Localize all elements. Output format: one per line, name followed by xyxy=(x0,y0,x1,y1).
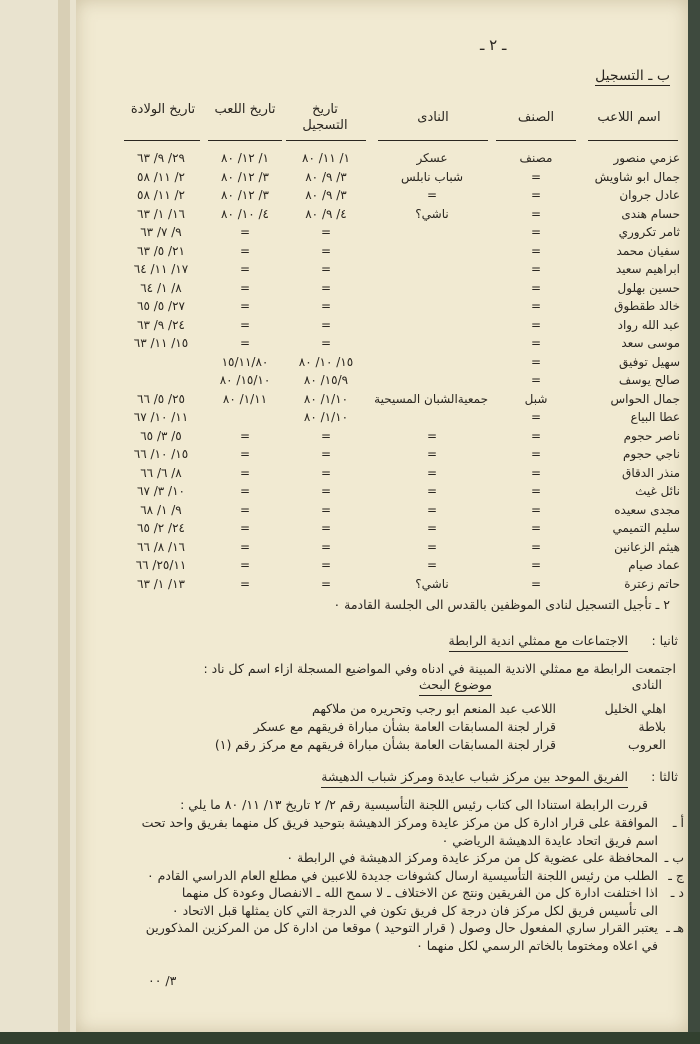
registration-date: ٣/ ٩/ ٨٠ xyxy=(305,188,347,202)
registration-date: ٣/ ٩/ ٨٠ xyxy=(305,169,347,184)
decision-mark: هـ ـ xyxy=(666,920,684,935)
play-date: ١/ ١٢/ ٨٠ xyxy=(221,151,269,165)
player-club xyxy=(376,224,488,241)
registration-date: ١٥/٩/ ٨٠ xyxy=(303,373,349,387)
registration-date: = xyxy=(320,484,332,498)
header-underline xyxy=(496,140,576,141)
table-row xyxy=(76,465,688,483)
player-club: = xyxy=(426,188,438,202)
birth-date: ٢٥/١١/ ٦٦ xyxy=(135,558,187,572)
document-page xyxy=(76,0,688,1032)
birth-date: ١٧/ ١١/ ٦٤ xyxy=(133,262,189,276)
player-category: = xyxy=(530,262,542,276)
page-number: ـ ٢ ـ xyxy=(480,36,507,54)
play-date: = xyxy=(239,484,251,498)
decision-text: في اعلاه ومختوما بالخاتم الرسمي لكل منهما ٠ xyxy=(416,937,658,953)
birth-date: ٨/ ٦/ ٦٦ xyxy=(140,465,182,480)
player-club xyxy=(376,261,488,278)
play-date: = xyxy=(239,262,251,276)
player-club xyxy=(376,335,488,352)
play-date: = xyxy=(239,576,251,591)
section-3-title: الفريق الموحد بين مركز شباب عايدة ومركز شباب الدهيشة xyxy=(321,768,628,788)
player-category: = xyxy=(530,502,542,517)
meeting-club: العروب xyxy=(627,737,666,752)
player-club: = xyxy=(426,521,438,535)
player-category: = xyxy=(530,484,542,498)
player-name: عبد الله رواد xyxy=(617,317,680,332)
play-date: ٣/ ١٢/ ٨٠ xyxy=(221,169,269,184)
header-club: النادى xyxy=(417,110,449,125)
birth-date: ٢٤/ ٩/ ٦٣ xyxy=(137,317,185,332)
player-club xyxy=(376,243,488,260)
player-name: جمال ابو شاويش xyxy=(594,169,680,184)
player-name: ناصر حجوم xyxy=(623,428,680,443)
player-club xyxy=(376,280,488,297)
birth-date: ٩/ ٧/ ٦٣ xyxy=(140,225,182,239)
table-row xyxy=(76,539,688,557)
player-category: = xyxy=(530,576,542,591)
page-edge xyxy=(58,0,70,1032)
birth-date: ٢٥/ ٥/ ٦٦ xyxy=(137,391,185,406)
player-category: شبل xyxy=(524,391,548,406)
birth-date: ١٠/ ٣/ ٦٧ xyxy=(137,484,185,498)
player-club: = xyxy=(426,502,438,517)
player-name: سهيل توفيق xyxy=(618,354,680,369)
player-category: = xyxy=(530,225,542,239)
registration-date: = xyxy=(320,539,332,554)
player-club: = xyxy=(426,447,438,461)
player-club xyxy=(376,409,488,426)
table-row xyxy=(76,372,688,390)
table-row xyxy=(76,169,688,187)
table-row xyxy=(76,206,688,224)
registration-date: = xyxy=(320,502,332,517)
player-club: = xyxy=(426,465,438,480)
birth-date: ٢٧/ ٥/ ٦٥ xyxy=(137,299,185,313)
header-player: اسم اللاعب xyxy=(597,110,661,125)
header-underline xyxy=(286,140,366,141)
play-date: = xyxy=(239,243,251,258)
player-category: = xyxy=(530,206,542,221)
background-bottom xyxy=(0,1032,700,1044)
section-b-title: ب ـ التسجيل xyxy=(595,68,670,84)
table-row xyxy=(76,428,688,446)
decision-mark: ج ـ xyxy=(668,867,684,883)
table-row xyxy=(76,335,688,353)
player-club: شباب نابلس xyxy=(400,169,464,184)
section-2-intro: اجتمعت الرابطة مع ممثلي الاندية المبينة في ادناه وفي المواضيع المسجلة ازاء اسم كل ناد : xyxy=(203,661,676,676)
player-category: = xyxy=(530,188,542,202)
table-row xyxy=(76,354,688,372)
player-name: عزمي منصور xyxy=(613,151,680,165)
header-birth-date: تاريخ الولادة xyxy=(130,102,196,117)
play-date: ١٥/١١/٨٠ xyxy=(221,354,269,369)
registration-date: = xyxy=(320,428,332,443)
player-name: عادل جروان xyxy=(619,188,680,202)
player-name: حسين بهلول xyxy=(617,280,680,295)
registration-date: = xyxy=(320,317,332,332)
table-row xyxy=(76,243,688,261)
player-club xyxy=(376,372,488,389)
registration-date: ١/ ١١/ ٨٠ xyxy=(302,151,350,165)
player-name: حسام هندى xyxy=(621,206,680,221)
player-category: = xyxy=(530,354,542,369)
play-date: = xyxy=(239,502,251,517)
meetings-col-topic: موضوع البحث xyxy=(419,676,492,696)
registration-date: ١/١٠/ ٨٠ xyxy=(303,410,349,424)
player-name: سليم التميمي xyxy=(612,521,680,535)
player-name: هيثم الزعانين xyxy=(614,539,680,554)
registration-date: = xyxy=(320,262,332,276)
birth-date: ٢٩/ ٩/ ٦٣ xyxy=(137,151,185,165)
birth-date: ٢/ ١١/ ٥٨ xyxy=(137,169,185,184)
player-name: نائل غيث xyxy=(635,484,680,498)
play-date: ٣/ ١٢/ ٨٠ xyxy=(221,188,269,202)
birth-date: ١٦/ ١/ ٦٣ xyxy=(137,206,185,221)
play-date: = xyxy=(239,521,251,535)
player-name: موسى سعد xyxy=(621,336,680,350)
table-row xyxy=(76,317,688,335)
player-club: عسكر xyxy=(416,151,448,165)
birth-date: ١٥/ ١٠/ ٦٦ xyxy=(133,447,189,461)
player-category: = xyxy=(530,465,542,480)
birth-date xyxy=(122,354,200,371)
birth-date: ١٥/ ١١/ ٦٣ xyxy=(133,336,189,350)
player-category: = xyxy=(530,243,542,258)
meeting-topic: قرار لجنة المسابقات العامة بشأن مباراة فريقهم مع مركز رقم (١) xyxy=(214,737,556,752)
player-category: = xyxy=(530,558,542,572)
registration-date: = xyxy=(320,576,332,591)
table-row xyxy=(76,483,688,501)
header-underline xyxy=(588,140,678,141)
registration-date: ١٥/ ١٠/ ٨٠ xyxy=(298,354,354,369)
birth-date: ١٣/ ١/ ٦٣ xyxy=(137,576,185,591)
section-3-label: ثالثا : xyxy=(651,769,678,784)
player-name: ناجي حجوم xyxy=(622,447,680,461)
meeting-topic: قرار لجنة المسابقات العامة بشأن مباراة فريقهم مع عسكر xyxy=(253,719,556,734)
header-underline xyxy=(208,140,282,141)
player-category: = xyxy=(530,299,542,313)
table-row xyxy=(76,261,688,279)
play-date: = xyxy=(239,447,251,461)
player-category: = xyxy=(530,410,542,424)
player-club: ناشي؟ xyxy=(415,206,449,221)
player-category: = xyxy=(530,169,542,184)
header-category: الصنف xyxy=(517,110,555,125)
registration-date: = xyxy=(320,447,332,461)
table-row xyxy=(76,446,688,464)
player-name: ثامر تكروري xyxy=(618,225,680,239)
header-play-date: تاريخ اللعب xyxy=(214,102,276,117)
table-row xyxy=(76,557,688,575)
decision-mark: أ ـ xyxy=(672,815,684,830)
table-row xyxy=(76,520,688,538)
play-date: = xyxy=(239,428,251,443)
header-registration-date: تاريخ التسجيل xyxy=(302,102,348,133)
play-date: = xyxy=(239,299,251,313)
player-club xyxy=(376,354,488,371)
player-name: صالح يوسف xyxy=(618,373,680,387)
table-row xyxy=(76,150,688,168)
header-underline xyxy=(124,140,200,141)
player-category: = xyxy=(530,447,542,461)
player-name: ابراهيم سعيد xyxy=(615,262,680,276)
table-row xyxy=(76,391,688,409)
player-club xyxy=(376,298,488,315)
registration-date: = xyxy=(320,558,332,572)
player-name: جمال الحواس xyxy=(610,391,680,406)
play-date: ١٥/١٠/ ٨٠ xyxy=(219,373,271,387)
table-row xyxy=(76,409,688,427)
player-club xyxy=(376,317,488,334)
birth-date: ١١/ ١٠/ ٦٧ xyxy=(133,410,189,424)
registration-date: = xyxy=(320,521,332,535)
player-name: عطا البياع xyxy=(630,410,680,424)
footer-code: ٣/ ٠٠ xyxy=(148,973,177,988)
birth-date: ٢/ ١١/ ٥٨ xyxy=(137,188,185,202)
meeting-topic: اللاعب عبد المنعم ابو رجب وتحريره من ملاكهم xyxy=(312,701,556,716)
play-date: = xyxy=(239,317,251,332)
birth-date: ٩/ ١/ ٦٨ xyxy=(140,502,182,517)
registration-date: = xyxy=(320,280,332,295)
player-club: ناشي؟ xyxy=(415,576,449,591)
decision-mark: ب ـ xyxy=(664,850,684,865)
header-underline xyxy=(378,140,488,141)
birth-date: ٨/ ١/ ٦٤ xyxy=(140,280,182,295)
decision-mark: د ـ xyxy=(670,885,684,900)
meeting-club: بلاطة xyxy=(638,719,666,734)
player-name: عماد صيام xyxy=(628,558,680,572)
table-row xyxy=(76,502,688,520)
meeting-club: اهلي الخليل xyxy=(604,701,666,716)
play-date: = xyxy=(239,539,251,554)
play-date: ١/١١/ ٨٠ xyxy=(222,391,268,406)
registration-date: = xyxy=(320,243,332,258)
registration-date: ٤/ ٩/ ٨٠ xyxy=(305,206,347,221)
player-name: سفيان محمد xyxy=(616,243,680,258)
decision-text: الموافقة على قرار ادارة كل من مركز عايدة ومركز الدهيشة بتوحيد فريق كل منهما بفريق واحد تحت xyxy=(141,815,658,830)
decision-text: الى تأسيس فريق لكل مركز فان درجة كل فريق تكون في الدرجة التي كان يمثلها قبل الاتحاد ٠ xyxy=(171,902,658,918)
play-date: ٤/ ١٠/ ٨٠ xyxy=(221,206,269,221)
decision-text: المحافظة على عضوية كل من مركز عايدة ومركز الدهيشة في الرابطة ٠ xyxy=(286,850,658,865)
player-category: = xyxy=(530,539,542,554)
registration-date: = xyxy=(320,336,332,350)
play-date: = xyxy=(239,336,251,350)
meetings-col-club: النادى xyxy=(631,677,662,692)
player-club: = xyxy=(426,484,438,498)
player-name: مجدى سعيده xyxy=(614,502,680,517)
birth-date: ٥/ ٣/ ٦٥ xyxy=(140,428,182,443)
table-row xyxy=(76,298,688,316)
item-2-postpone: ٢ ـ تأجيل التسجيل لنادى الموظفين بالقدس الى الجلسة القادمة ٠ xyxy=(333,597,670,612)
player-category: = xyxy=(530,521,542,535)
registration-date: ١/١٠/ ٨٠ xyxy=(303,391,349,406)
player-category: = xyxy=(530,428,542,443)
section-2-label: ثانيا : xyxy=(651,633,678,648)
player-category: مصنف xyxy=(519,151,553,165)
table-row xyxy=(76,224,688,242)
play-date: = xyxy=(239,225,251,239)
birth-date: ٢١/ ٥/ ٦٣ xyxy=(137,243,185,258)
player-category: = xyxy=(530,280,542,295)
table-row xyxy=(76,280,688,298)
player-name: حاتم زعترة xyxy=(624,576,680,591)
player-category: = xyxy=(530,317,542,332)
decision-text: اذا اختلفت ادارة كل من الفريقين ونتج عن الاختلاف ـ لا سمح الله ـ الانفصال وعودة كل منهما xyxy=(181,885,658,900)
registration-date: = xyxy=(320,225,332,239)
player-club: جمعيةالشبان المسيحية xyxy=(374,391,488,406)
decision-text: يعتبر القرار ساري المفعول حال وصول ( قرار التوحيد ) موقعا من ادارة كل من المركزين المذكورين xyxy=(145,920,658,935)
decision-text: اسم فريق اتحاد عايدة الدهيشة الرياضي ٠ xyxy=(441,832,658,848)
play-date: = xyxy=(239,280,251,295)
table-row xyxy=(76,576,688,594)
registration-date: = xyxy=(320,299,332,313)
play-date: = xyxy=(239,465,251,480)
table-row xyxy=(76,187,688,205)
birth-date xyxy=(122,372,200,389)
registration-date: = xyxy=(320,465,332,480)
player-club: = xyxy=(426,558,438,572)
decision-text: الطلب من رئيس اللجنة التأسيسية ارسال كشوفات جديدة للاعبين في مطلع العام الدراسي القادم ٠ xyxy=(146,867,658,883)
play-date xyxy=(208,409,282,426)
player-category: = xyxy=(530,336,542,350)
section-3-intro: قررت الرابطة استنادا الى كتاب رئيس اللجنة التأسيسية رقم ٢/ ٢ تاريخ ١٣/ ١١/ ٨٠ ما يلي : xyxy=(180,797,648,812)
player-name: خالد طقطوق xyxy=(614,299,680,313)
play-date: = xyxy=(239,558,251,572)
birth-date: ١٦/ ٨/ ٦٦ xyxy=(137,539,185,554)
birth-date: ٢٤/ ٢/ ٦٥ xyxy=(137,521,185,535)
player-club: = xyxy=(426,539,438,554)
section-2-title: الاجتماعات مع ممثلي اندية الرابطة xyxy=(449,632,628,652)
player-club: = xyxy=(426,428,438,443)
player-name: منذر الدقاق xyxy=(622,465,680,480)
player-category: = xyxy=(530,373,542,387)
